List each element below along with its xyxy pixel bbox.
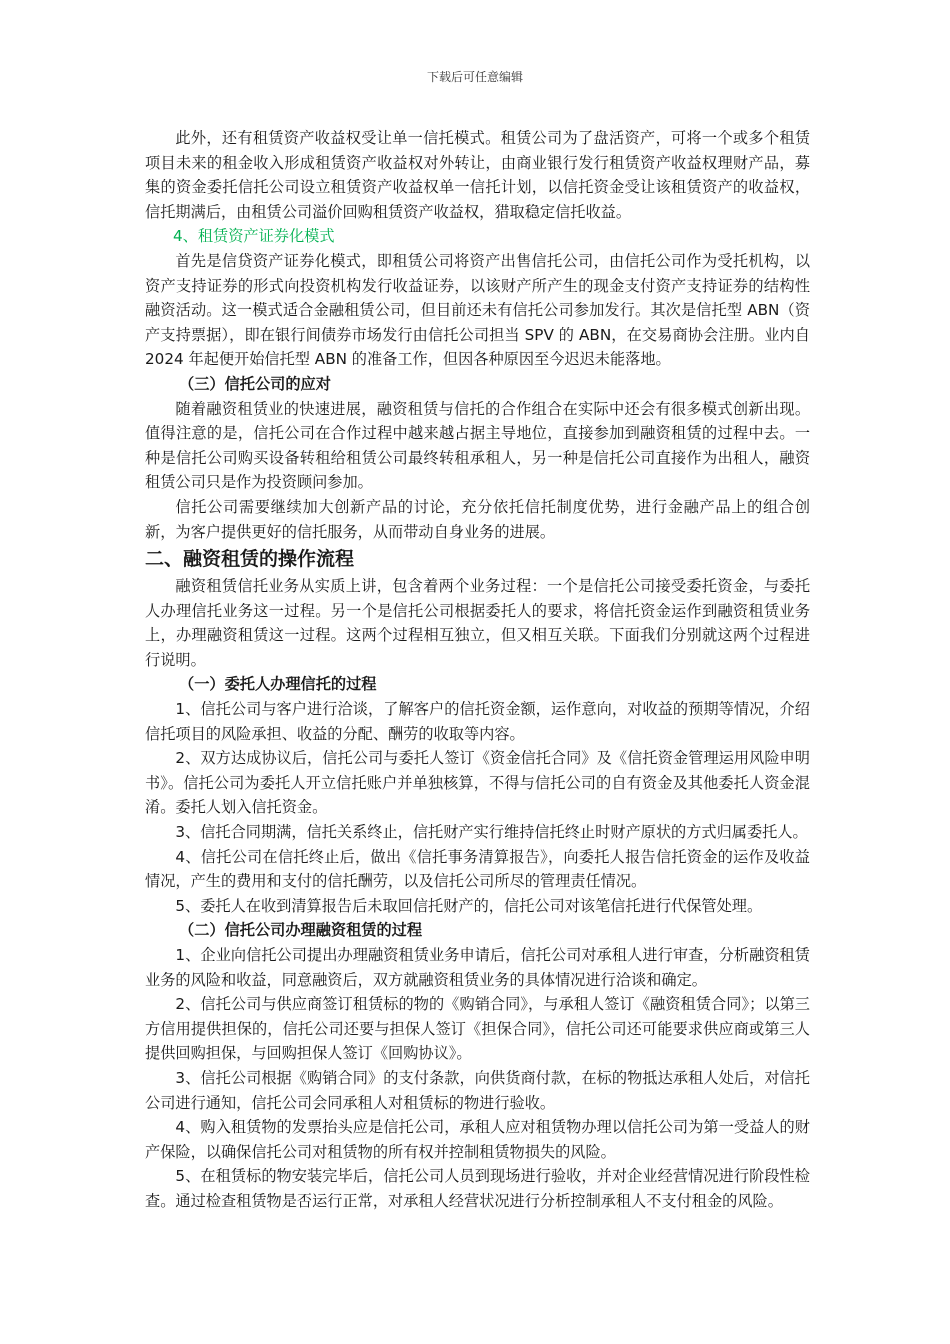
list-item-client-step-2: 2、双方达成协议后，信托公司与委托人签订《资金信托合同》及《信托资金管理运用风险申明书》。信托公司为委托人开立信托账户并单独核算，不得与信托公司的自有资金及其他委托人资金混淆。委托人划入信托资金。 <box>145 749 810 817</box>
section-heading-operation-flow: 二、融资租赁的操作流程 <box>145 548 355 571</box>
list-item-leasing-step-4: 4、购入租赁物的发票抬头应是信托公司，承租人应对租赁物办理以信托公司为第一受益人的财产保险，以确保信托公司对租赁物的所有权并控制租赁物损失的风险。 <box>145 1118 810 1161</box>
document-body <box>145 126 810 1214</box>
paragraph-trust-response-2: 信托公司需要继续加大创新产品的讨论，充分依托信托制度优势，进行金融产品上的组合创新，为客户提供更好的信托服务，从而带动自身业务的进展。 <box>145 497 810 541</box>
subheading-client-trust-process: （一）委托人办理信托的过程 <box>179 675 377 694</box>
paragraph-operation-intro: 融资租赁信托业务从实质上讲，包含着两个业务过程：一个是信托公司接受委托资金，与委托人办理信托业务这一过程。另一个是信托公司根据委托人的要求，将信托资金运作到融资租赁业务上，办理融资租赁这一过程。这两个过程相互独立，但又相互关联。下面我们分别就这两个过程进行说明。 <box>145 577 810 669</box>
list-item-leasing-step-1: 1、企业向信托公司提出办理融资租赁业务申请后，信托公司对承租人进行审查，分析融资租赁业务的风险和收益，同意融资后，双方就融资租赁业务的具体情况进行洽谈和确定。 <box>145 946 810 989</box>
list-item-client-step-3: 3、信托合同期满，信托关系终止，信托财产实行维持信托终止时财产原状的方式归属委托人。 <box>175 823 808 842</box>
list-item-client-step-1: 1、信托公司与客户进行洽谈，了解客户的信托资金额，运作意向，对收益的预期等情况，介绍信托项目的风险承担、收益的分配、酬劳的收取等内容。 <box>145 700 810 743</box>
subheading-trust-response: （三）信托公司的应对 <box>179 374 331 393</box>
list-item-leasing-step-5: 5、在租赁标的物安装完毕后，信托公司人员到现场进行验收，并对企业经营情况进行阶段性检查。通过检查租赁物是否运行正常，对承租人经营状况进行分析控制承租人不支付租金的风险。 <box>145 1167 810 1210</box>
heading-securitization-mode: 4、租赁资产证券化模式 <box>173 227 335 246</box>
paragraph-securitization: 首先是信贷资产证券化模式，即租赁公司将资产出售信托公司，由信托公司作为受托机构，以资产支持证券的形式向投资机构发行收益证券，以该财产所产生的现金支付资产支持证券的结构性融资活动。这一模式适合金融租赁公司，但目前还未有信托公司参加发行。其次是信托型 ABN（资产支持票据），即在银行间债券市场发行由信托公司担当 SPV 的 ABN，在交易商协会注册。业内自 2024 年起便开始信托型 ABN 的准备工作，但因各种原因至今迟迟未能落地。 <box>145 251 810 369</box>
paragraph-lease-income-right-trust: 此外，还有租赁资产收益权受让单一信托模式。租赁公司为了盘活资产，可将一个或多个租赁项目未来的租金收入形成租赁资产收益权对外转让，由商业银行发行租赁资产收益权理财产品，募集的资金委托信托公司设立租赁资产收益权单一信托计划，以信托资金受让该租赁资产的收益权，信托期满后，由租赁公司溢价回购租赁资产收益权，猎取稳定信托收益。 <box>145 129 810 221</box>
page-header: 下载后可任意编辑 <box>426 70 523 84</box>
paragraph-trust-response-1: 随着融资租赁业的快速进展，融资租赁与信托的合作组合在实际中还会有很多模式创新出现。值得注意的是，信托公司在合作过程中越来越占据主导地位，直接参加到融资租赁的过程中去。一种是信托公司购买设备转租给租赁公司最终转租承租人，另一种是信托公司直接作为出租人，融资租赁公司只是作为投资顾问参加。 <box>145 399 810 492</box>
list-item-leasing-step-3: 3、信托公司根据《购销合同》的支付条款，向供货商付款，在标的物抵达承租人处后，对信托公司进行通知，信托公司会同承租人对租赁标的物进行验收。 <box>145 1068 810 1112</box>
subheading-leasing-process: （二）信托公司办理融资租赁的过程 <box>179 921 422 940</box>
list-item-client-step-4: 4、信托公司在信托终止后，做出《信托事务清算报告》，向委托人报告信托资金的运作及收益情况，产生的费用和支付的信托酬劳，以及信托公司所尽的管理责任情况。 <box>145 847 810 891</box>
list-item-client-step-5: 5、委托人在收到清算报告后未取回信托财产的，信托公司对该笔信托进行代保管处理。 <box>175 896 763 915</box>
list-item-leasing-step-2: 2、信托公司与供应商签订租赁标的物的《购销合同》，与承租人签订《融资租赁合同》；以第三方信用提供担保的，信托公司还要与担保人签订《担保合同》，信托公司还可能要求供应商或第三人提供回购担保，与回购担保人签订《回购协议》。 <box>145 995 810 1063</box>
